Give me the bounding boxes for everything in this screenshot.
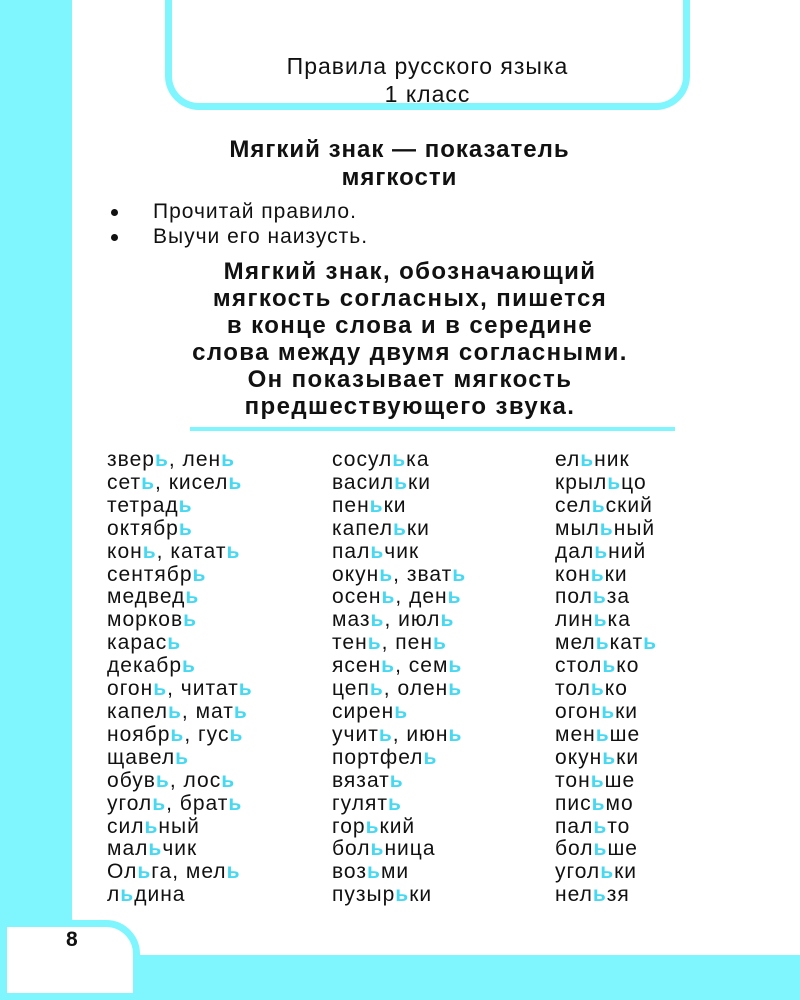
soft-sign: ь [432,631,447,655]
word-entry: мальчик [107,837,198,861]
word-entry: мелькать [555,631,658,655]
soft-sign: ь [226,860,241,884]
word-entry: ноябрь, гусь [107,722,244,746]
soft-sign: ь [141,470,156,494]
soft-sign: ь [142,539,157,563]
soft-sign: ь [229,722,244,746]
word-entry: васильки [332,470,431,494]
word-entry: капельки [332,516,430,540]
soft-sign: ь [182,654,196,678]
soft-sign: ь [595,722,610,746]
instructions-list [105,199,368,249]
instruction-item: Прочитай правило. [105,199,368,224]
soft-sign: ь [148,837,163,861]
rule-line: Мягкий знак, обозначающий [223,258,597,285]
word-entry: сосулька [332,448,430,471]
soft-sign: ь [643,631,658,655]
book-header [165,52,690,108]
soft-sign: ь [238,677,253,701]
word-entry: декабрь [107,654,196,678]
soft-sign: ь [447,585,462,609]
soft-sign: ь [152,791,167,815]
word-entry: польза [555,585,631,609]
rule-line: Он показывает мягкость [247,366,573,393]
word-entry: обувь, лось [107,768,236,792]
soft-sign: ь [381,585,396,609]
word-entry: пальчик [332,539,420,563]
soft-sign: ь [593,814,608,838]
soft-sign: ь [381,654,396,678]
soft-sign: ь [379,562,394,586]
soft-sign: ь [448,654,463,678]
word-entry: окуньки [555,745,640,769]
page-number: 8 [66,928,78,951]
word-entry: сильный [107,814,200,838]
word-entry: щавель [107,745,190,769]
rule-text [110,258,710,420]
soft-sign: ь [392,448,407,471]
word-column-3 [555,449,657,907]
word-column-2 [332,449,466,907]
soft-sign: ь [392,516,407,540]
word-entry: тень, пень [332,631,447,655]
soft-sign: ь [378,722,393,746]
section-title [72,136,727,192]
soft-sign: ь [423,745,438,769]
word-entry: тоньше [555,768,636,792]
word-entry: сеть, кисель [107,470,243,494]
soft-sign: ь [592,585,607,609]
word-entry: цепь, олень [332,677,463,701]
soft-sign: ь [599,516,614,540]
word-entry: ельник [555,448,630,471]
soft-sign: ь [221,448,236,471]
word-entry: больница [332,837,436,861]
book-grade: 1 класс [384,81,471,107]
soft-sign: ь [607,470,622,494]
word-entry: письмо [555,791,634,815]
word-entry: капель, мать [107,699,248,723]
word-entry: сентябрь [107,562,207,586]
soft-sign: ь [167,631,182,655]
soft-sign: ь [602,745,617,769]
soft-sign: ь [154,448,169,471]
soft-sign: ь [448,677,463,701]
soft-sign: ь [137,860,152,884]
soft-sign: ь [394,470,409,494]
soft-sign: ь [167,699,182,723]
soft-sign: ь [120,883,135,907]
word-entry: окунь, звать [332,562,467,586]
word-entry: сельский [555,493,653,517]
book-title: Правила русского языка [286,53,569,79]
soft-sign: ь [228,791,243,815]
word-entry: огонь, читать [107,677,253,701]
word-entry: крыльцо [555,470,647,494]
word-entry: линька [555,608,631,632]
soft-sign: ь [591,791,606,815]
soft-sign: ь [580,448,595,471]
soft-sign: ь [369,677,384,701]
soft-sign: ь [367,631,382,655]
soft-sign: ь [178,493,193,517]
word-entry: ясень, семь [332,654,463,678]
word-entry: меньше [555,722,641,746]
word-entry: пальто [555,814,631,838]
word-entry: Ольга, мель [107,860,241,884]
word-entry: только [555,677,628,701]
soft-sign: ь [602,654,617,678]
soft-sign: ь [175,745,190,769]
soft-sign: ь [387,791,402,815]
soft-sign: ь [595,631,610,655]
soft-sign: ь [153,677,168,701]
soft-sign: ь [594,539,609,563]
soft-sign: ь [183,608,198,632]
word-entry: коньки [555,562,628,586]
soft-sign: ь [369,493,384,517]
soft-sign: ь [590,677,605,701]
word-entry: портфель [332,745,438,769]
word-entry: огоньки [555,699,639,723]
soft-sign: ь [601,699,616,723]
soft-sign: ь [170,722,185,746]
section-title-line: Мягкий знак — показатель [229,136,570,163]
word-entry: медведь [107,585,200,609]
soft-sign: ь [590,562,605,586]
word-entry: зверь, лень [107,448,236,471]
word-entry: угольки [555,860,638,884]
soft-sign: ь [592,883,607,907]
word-entry: вязать [332,768,404,792]
soft-sign: ь [228,470,243,494]
soft-sign: ь [600,860,615,884]
soft-sign: ь [155,768,170,792]
word-entry: пеньки [332,493,407,517]
word-entry: осень, день [332,585,462,609]
word-entry: карась [107,631,182,655]
soft-sign: ь [221,768,236,792]
rule-line: мягкость согласных, пишется [212,285,608,312]
soft-sign: ь [226,539,241,563]
word-entry: нельзя [555,883,630,907]
instruction-item: Выучи его наизусть. [105,224,368,249]
word-entry: дальний [555,539,647,563]
word-entry: октябрь [107,516,193,540]
soft-sign: ь [192,562,207,586]
soft-sign: ь [365,814,380,838]
word-entry: гулять [332,791,402,815]
soft-sign: ь [370,837,385,861]
soft-sign: ь [185,585,200,609]
rule-line: предшествующего звука. [244,393,576,420]
soft-sign: ь [448,722,463,746]
word-entry: горький [332,814,416,838]
soft-sign: ь [593,837,608,861]
soft-sign: ь [370,539,385,563]
soft-sign: ь [395,883,410,907]
word-entry: льдина [107,883,186,907]
word-entry: возьми [332,860,410,884]
soft-sign: ь [367,860,381,884]
word-entry: мыльный [555,516,656,540]
soft-sign: ь [440,608,455,632]
soft-sign: ь [593,608,608,632]
soft-sign: ь [591,493,606,517]
word-entry: мазь, июль [332,608,455,632]
word-column-1 [107,449,253,907]
word-entry: сирень [332,699,409,723]
divider [190,427,675,431]
soft-sign: ь [590,768,605,792]
word-entry: уголь, брать [107,791,243,815]
word-entry: тетрадь [107,493,193,517]
soft-sign: ь [178,516,193,540]
word-entry: морковь [107,608,198,632]
word-entry: столько [555,654,640,678]
soft-sign: ь [370,608,385,632]
word-entry: больше [555,837,638,861]
soft-sign: ь [389,768,404,792]
word-entry: пузырьки [332,883,433,907]
soft-sign: ь [144,814,159,838]
rule-line: слова между двумя согласными. [192,339,628,366]
word-entry: конь, катать [107,539,241,563]
soft-sign: ь [394,699,409,723]
rule-line: в конце слова и в середине [226,312,594,339]
soft-sign: ь [452,562,467,586]
word-entry: учить, июнь [332,722,463,746]
section-title-line: мягкости [341,164,458,191]
soft-sign: ь [233,699,248,723]
